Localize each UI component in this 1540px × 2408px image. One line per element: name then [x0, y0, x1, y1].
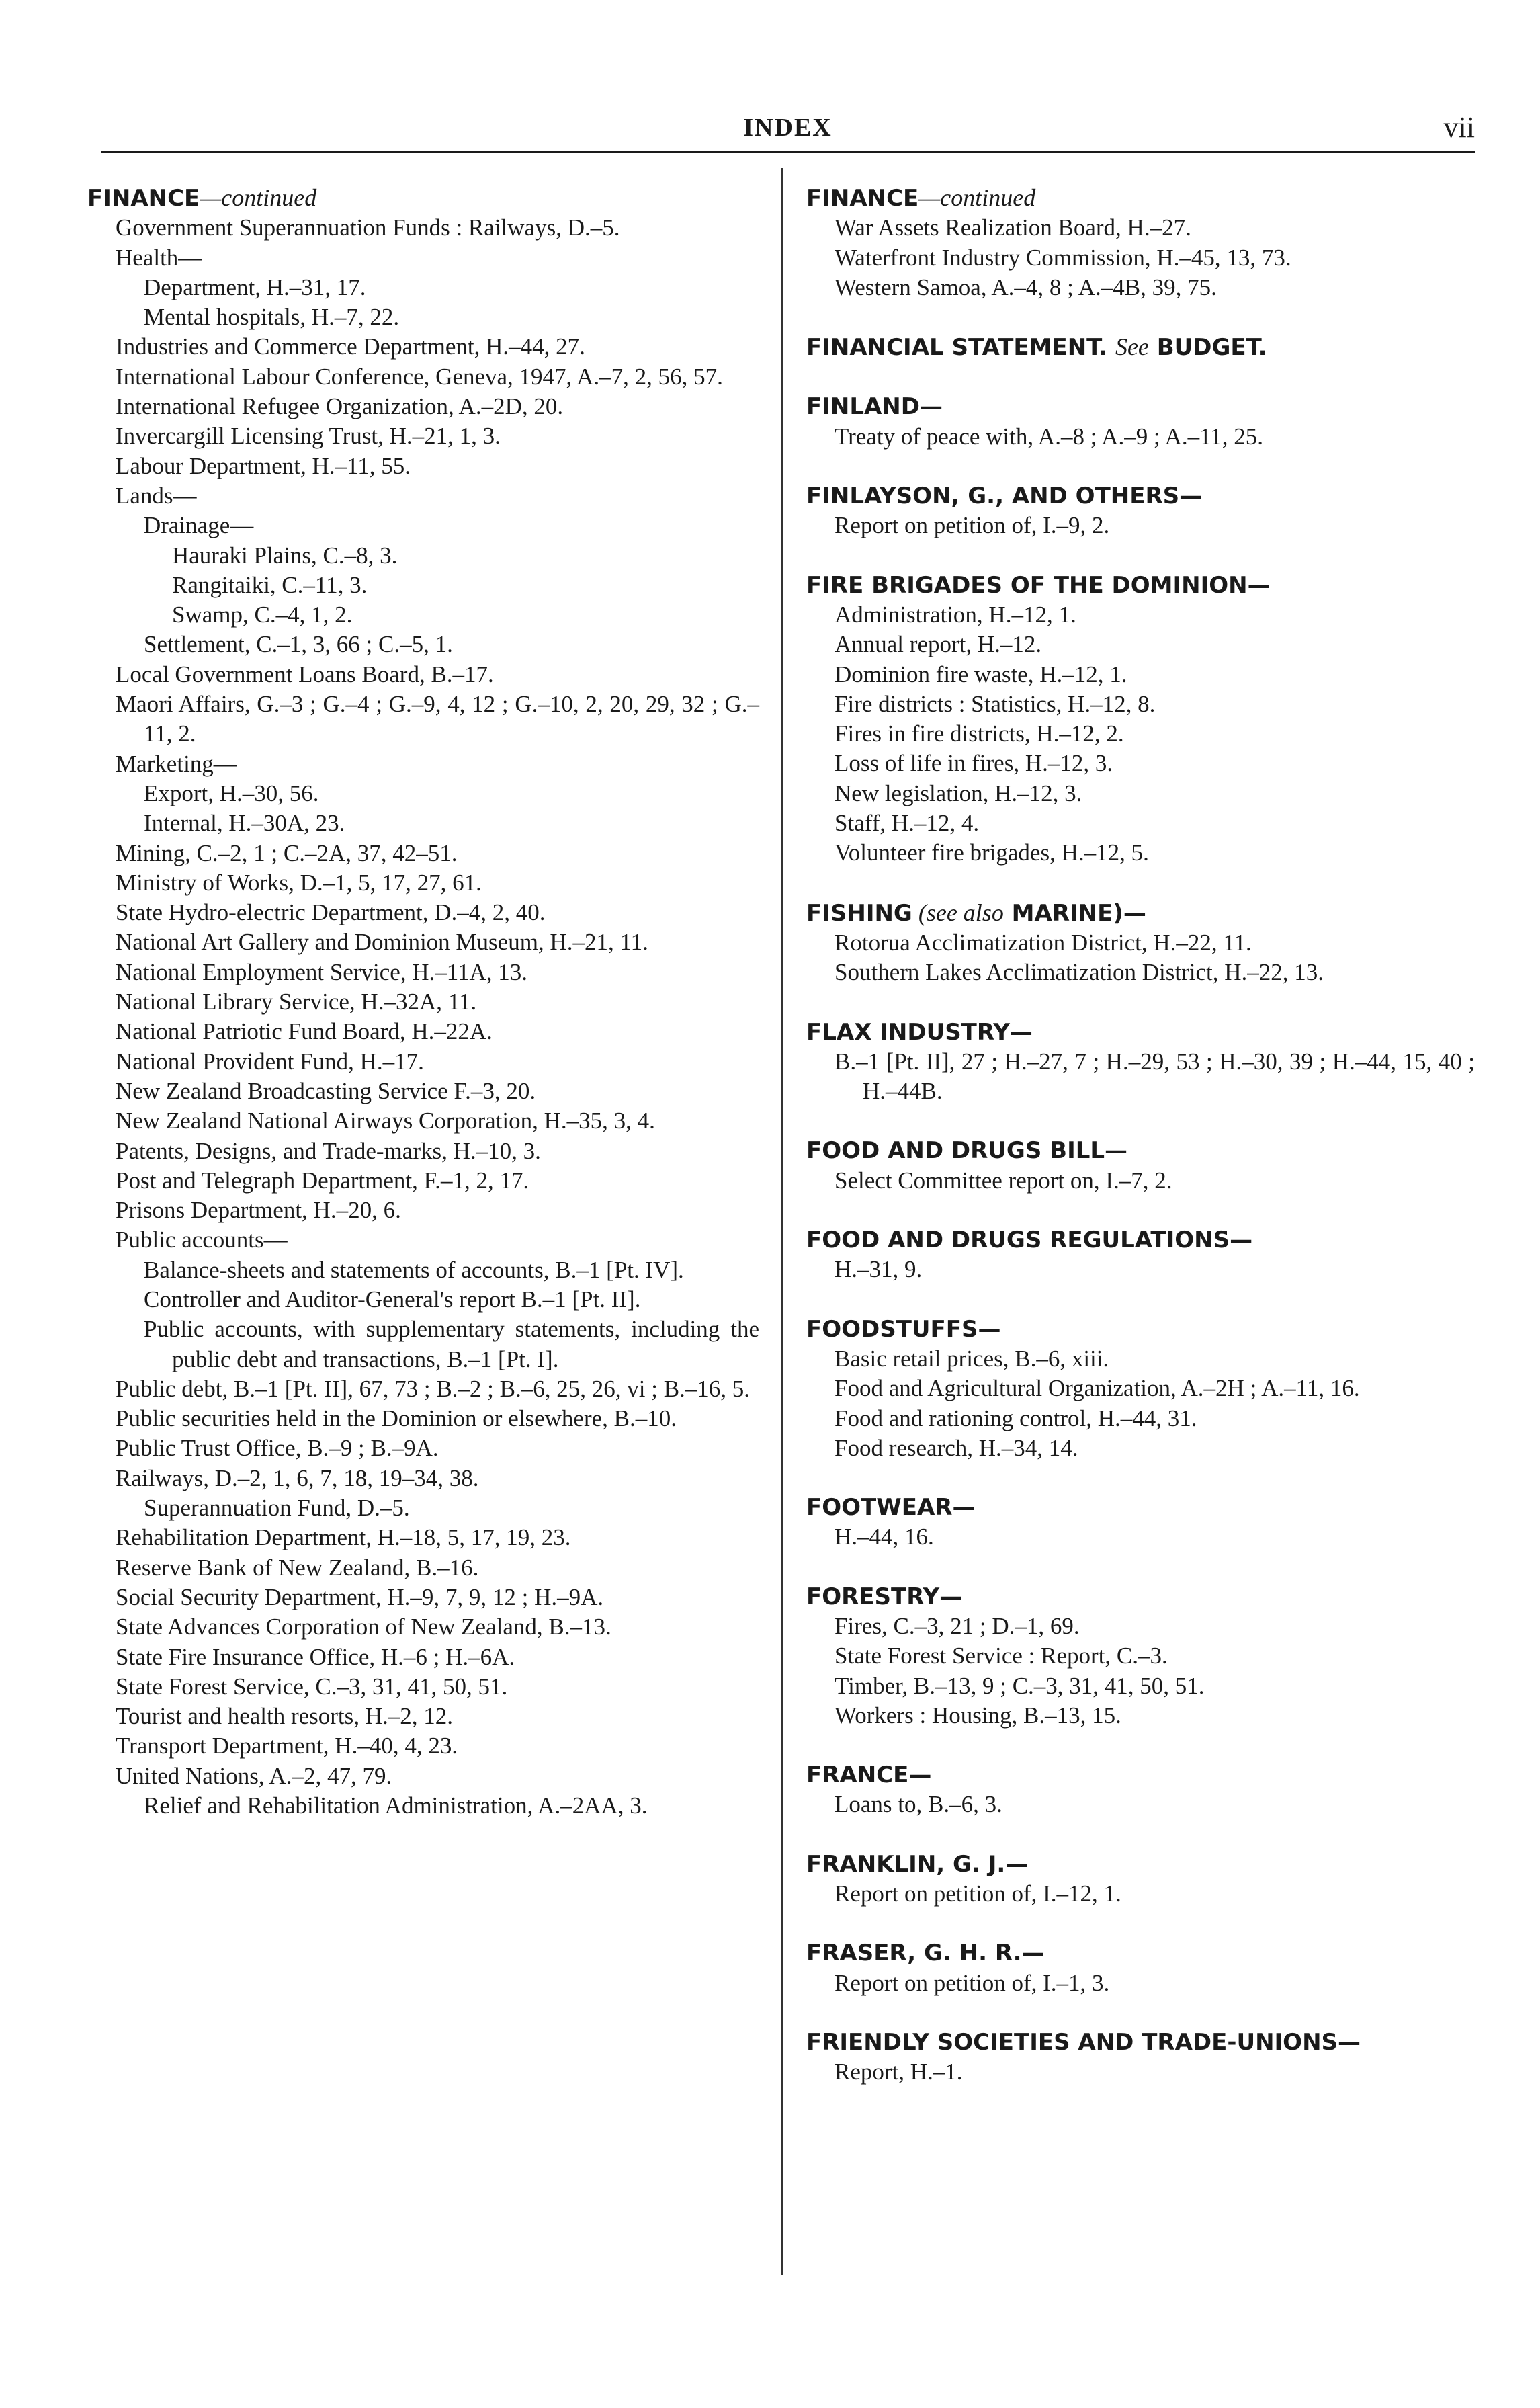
index-entry: New Zealand National Airways Corporation, H.–35, 3, 4. — [116, 1108, 655, 1134]
column-separator — [781, 168, 783, 2275]
index-entry: Loss of life in fires, H.–12, 3. — [835, 750, 1113, 777]
index-entry: Reserve Bank of New Zealand, B.–16. — [116, 1554, 479, 1581]
index-entry: Select Committee report on, I.–7, 2. — [835, 1167, 1172, 1194]
index-entry: Fire districts : Statistics, H.–12, 8. — [835, 690, 1156, 717]
index-entry: Patents, Designs, and Trade-marks, H.–10, 3. — [116, 1137, 541, 1164]
section-gap — [806, 1731, 1475, 1760]
index-entry: H.–31, 9. — [835, 1256, 923, 1283]
section-gap — [806, 362, 1475, 392]
index-entry: Hauraki Plains, C.–8, 3. — [172, 542, 398, 569]
index-entry: Local Government Loans Board, B.–17. — [116, 661, 494, 688]
index-entry: Workers : Housing, B.–13, 15. — [835, 1702, 1121, 1729]
left-column — [87, 183, 759, 1821]
section-gap — [806, 1463, 1475, 1493]
index-entry: Marketing— — [116, 750, 237, 777]
index-entry: Department, H.–31, 17. — [144, 274, 366, 300]
index-entry: Settlement, C.–1, 3, 66 ; C.–5, 1. — [144, 631, 453, 658]
index-entry: Labour Department, H.–11, 55. — [116, 452, 411, 479]
index-entry: Industries and Commerce Department, H.–44, 27. — [116, 333, 585, 360]
index-entry: Food research, H.–34, 14. — [835, 1434, 1078, 1461]
section-gap — [806, 1106, 1475, 1136]
index-entry: State Forest Service : Report, C.–3. — [835, 1643, 1168, 1669]
index-entry: Health— — [116, 244, 202, 271]
index-entry: State Fire Insurance Office, H.–6 ; H.–6A. — [116, 1643, 515, 1670]
index-entry: Transport Department, H.–40, 4, 23. — [116, 1733, 458, 1759]
index-entry: Report on petition of, I.–9, 2. — [835, 512, 1110, 539]
index-entry: Report, H.–1. — [835, 2059, 963, 2085]
page-number: vii — [1443, 111, 1475, 144]
index-entry: National Art Gallery and Dominion Museum, H.–21, 11. — [116, 929, 648, 956]
index-entry: Report on petition of, I.–12, 1. — [835, 1880, 1121, 1907]
index-heading: FINANCE—continued — [87, 184, 317, 212]
page-header — [101, 110, 1475, 151]
right-column — [806, 183, 1475, 2087]
index-entry: Public Trust Office, B.–9 ; B.–9A. — [116, 1435, 439, 1462]
index-entry: Tourist and health resorts, H.–2, 12. — [116, 1703, 454, 1730]
index-entry: Relief and Rehabilitation Administration, A.–2AA, 3. — [144, 1792, 648, 1819]
index-entry: National Library Service, H.–32A, 11. — [116, 989, 477, 1015]
index-entry: State Advances Corporation of New Zealand, B.–13. — [116, 1614, 611, 1641]
index-entry: Southern Lakes Acclimatization District, H.–22, 13. — [835, 959, 1324, 986]
index-entry: Fires in fire districts, H.–12, 2. — [835, 720, 1124, 747]
index-entry: Rehabilitation Department, H.–18, 5, 17, 19, 23. — [116, 1524, 571, 1551]
index-entry: State Forest Service, C.–3, 31, 41, 50, 51. — [116, 1673, 508, 1700]
index-entry: Drainage— — [144, 512, 254, 539]
index-entry: New Zealand Broadcasting Service F.–3, 20. — [116, 1077, 536, 1104]
index-entry: International Refugee Organization, A.–2D, 20. — [116, 393, 564, 420]
index-entry: Prisons Department, H.–20, 6. — [116, 1197, 401, 1224]
index-entry: United Nations, A.–2, 47, 79. — [116, 1762, 392, 1789]
index-entry: National Employment Service, H.–11A, 13. — [116, 958, 528, 985]
index-entry: Public accounts— — [116, 1227, 288, 1253]
index-entry: Food and rationing control, H.–44, 31. — [835, 1405, 1197, 1431]
index-entry: B.–1 [Pt. II], 27 ; H.–27, 7 ; H.–29, 53 ; H.–30, 39 ; H.–44, 15, 40 ; H.–44B. — [835, 1048, 1475, 1105]
left-entries — [87, 213, 759, 1821]
index-entry: Maori Affairs, G.–3 ; G.–4 ; G.–9, 4, 12 ; G.–10, 2, 20, 29, 32 ; G.–11, 2. — [116, 691, 759, 747]
index-heading: FINLAYSON, G., AND OTHERS— — [806, 483, 1203, 510]
index-entry: Superannuation Fund, D.–5. — [144, 1495, 410, 1522]
index-entry: State Hydro-electric Department, D.–4, 2, 40. — [116, 899, 546, 926]
section-gap — [806, 868, 1475, 898]
index-entry: Public securities held in the Dominion or elsewhere, B.–10. — [116, 1405, 677, 1432]
index-entry: Waterfront Industry Commission, H.–45, 13, 73. — [835, 244, 1291, 271]
index-entry: Volunteer fire brigades, H.–12, 5. — [835, 839, 1149, 866]
index-entry: Timber, B.–13, 9 ; C.–3, 31, 41, 50, 51. — [835, 1672, 1205, 1699]
index-entry: Annual report, H.–12. — [835, 631, 1042, 658]
index-entry: Controller and Auditor-General's report B.–1 [Pt. II]. — [144, 1286, 641, 1313]
index-heading: FISHING (see also MARINE)— — [806, 899, 1146, 927]
index-entry: Food and Agricultural Organization, A.–2H ; A.–11, 16. — [835, 1375, 1360, 1402]
index-heading: FINANCIAL STATEMENT. See BUDGET. — [806, 333, 1267, 362]
section-gap — [806, 988, 1475, 1018]
index-heading: FORESTRY— — [806, 1583, 963, 1610]
index-heading: FLAX INDUSTRY— — [806, 1018, 1033, 1046]
index-entry: Government Superannuation Funds : Railways, D.–5. — [116, 214, 620, 241]
index-entry: Balance-sheets and statements of accounts, B.–1 [Pt. IV]. — [144, 1256, 684, 1283]
index-entry: Internal, H.–30A, 23. — [144, 810, 345, 837]
index-entry: Post and Telegraph Department, F.–1, 2, 17. — [116, 1167, 529, 1194]
index-entry: National Patriotic Fund Board, H.–22A. — [116, 1018, 493, 1045]
index-entry: Rangitaiki, C.–11, 3. — [172, 571, 368, 598]
section-gap — [806, 1552, 1475, 1582]
index-entry: Railways, D.–2, 1, 6, 7, 18, 19–34, 38. — [116, 1464, 479, 1491]
index-entry: War Assets Realization Board, H.–27. — [835, 214, 1191, 241]
index-entry: Lands— — [116, 482, 197, 509]
index-entry: Rotorua Acclimatization District, H.–22, 11. — [835, 929, 1252, 956]
index-entry: National Provident Fund, H.–17. — [116, 1048, 424, 1075]
index-entry: H.–44, 16. — [835, 1524, 934, 1550]
index-entry: Export, H.–30, 56. — [144, 780, 319, 806]
index-entry: Basic retail prices, B.–6, xiii. — [835, 1345, 1109, 1372]
index-heading: FOODSTUFFS— — [806, 1315, 1001, 1343]
index-entry: Report on petition of, I.–1, 3. — [835, 1969, 1110, 1996]
page-title: INDEX — [743, 114, 832, 142]
index-entry: Dominion fire waste, H.–12, 1. — [835, 661, 1127, 688]
index-entry: Mining, C.–2, 1 ; C.–2A, 37, 42–51. — [116, 839, 458, 866]
section-gap — [806, 541, 1475, 571]
section-gap — [806, 1820, 1475, 1850]
index-entry: Loans to, B.–6, 3. — [835, 1791, 1002, 1818]
index-entry: Ministry of Works, D.–1, 5, 17, 27, 61. — [116, 869, 482, 896]
index-heading: FRANCE— — [806, 1761, 932, 1789]
index-heading: FOOTWEAR— — [806, 1494, 976, 1522]
section-gap — [806, 1909, 1475, 1938]
index-entry: International Labour Conference, Geneva, 1947, A.–7, 2, 56, 57. — [116, 363, 723, 390]
index-entry: Social Security Department, H.–9, 7, 9, 12 ; H.–9A. — [116, 1583, 604, 1610]
index-entry: Administration, H.–12, 1. — [835, 601, 1076, 628]
index-heading: FINLAND— — [806, 393, 943, 421]
index-heading: FRASER, G. H. R.— — [806, 1940, 1045, 1967]
index-entry: Swamp, C.–4, 1, 2. — [172, 601, 353, 628]
header-rule — [101, 151, 1475, 153]
index-heading: FRIENDLY SOCIETIES AND TRADE-UNIONS— — [806, 2028, 1361, 2056]
index-entry: Fires, C.–3, 21 ; D.–1, 69. — [835, 1612, 1080, 1639]
index-heading: FINANCE—continued — [806, 184, 1036, 212]
index-entry: Staff, H.–12, 4. — [835, 810, 980, 837]
index-entry: Public debt, B.–1 [Pt. II], 67, 73 ; B.–2 ; B.–6, 25, 26, vi ; B.–16, 5. — [116, 1375, 751, 1402]
section-gap — [806, 452, 1475, 481]
index-entry: Invercargill Licensing Trust, H.–21, 1, 3. — [116, 423, 501, 450]
index-heading: FOOD AND DRUGS BILL— — [806, 1137, 1128, 1165]
section-gap — [806, 1196, 1475, 1225]
index-entry: Treaty of peace with, A.–8 ; A.–9 ; A.–11, 25. — [835, 423, 1264, 450]
index-entry: Western Samoa, A.–4, 8 ; A.–4B, 39, 75. — [835, 274, 1217, 300]
index-entry: Public accounts, with supplementary statements, including the public debt and transactions, B.–1 [Pt. I]. — [144, 1316, 759, 1372]
section-gap — [806, 1285, 1475, 1315]
index-entry: New legislation, H.–12, 3. — [835, 780, 1082, 806]
index-heading: FRANKLIN, G. J.— — [806, 1850, 1029, 1878]
section-gap — [806, 302, 1475, 332]
index-entry: Mental hospitals, H.–7, 22. — [144, 304, 400, 331]
index-heading: FOOD AND DRUGS REGULATIONS— — [806, 1227, 1253, 1254]
section-gap — [806, 1998, 1475, 2028]
index-heading: FIRE BRIGADES OF THE DOMINION— — [806, 571, 1271, 599]
